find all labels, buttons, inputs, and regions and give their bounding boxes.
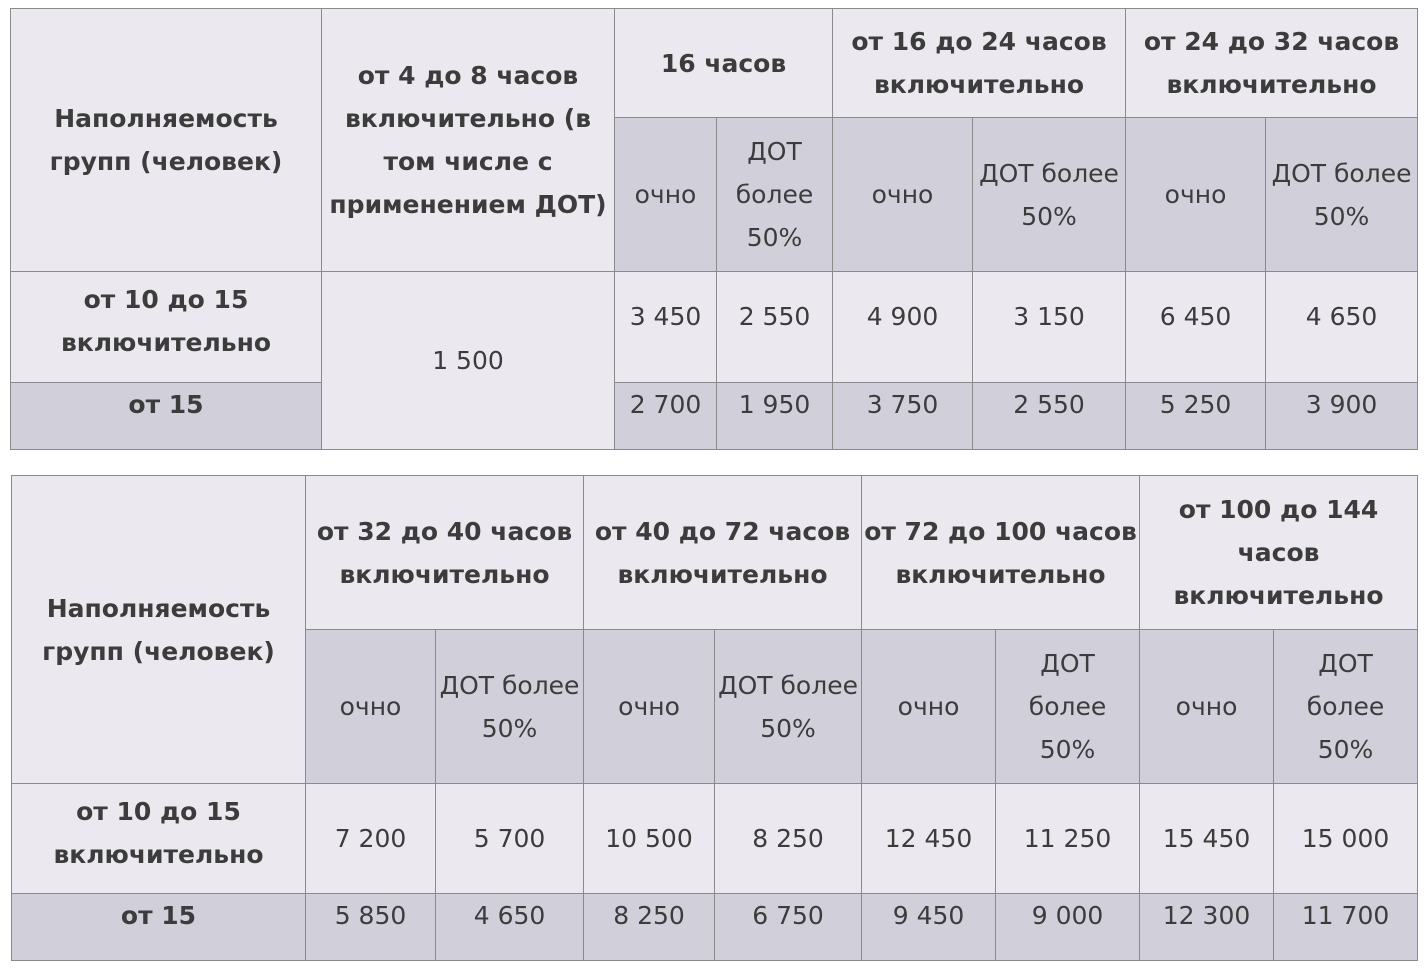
price-cell: 8 250 bbox=[584, 894, 715, 961]
price-cell: 2 550 bbox=[973, 383, 1126, 450]
subheader-ochno: очно bbox=[833, 118, 973, 272]
price-cell: 15 450 bbox=[1140, 784, 1274, 894]
pricing-table-2 bbox=[11, 475, 1418, 961]
price-cell: 10 500 bbox=[584, 784, 715, 894]
row-label: от 15 bbox=[11, 383, 322, 450]
price-cell: 3 900 bbox=[1266, 383, 1418, 450]
header-group-size: Наполняемость групп (человек) bbox=[11, 9, 322, 272]
header-16-24-hours: от 16 до 24 часов включительно bbox=[833, 9, 1126, 118]
price-cell: 7 200 bbox=[306, 784, 436, 894]
header-4-8-hours: от 4 до 8 часов включительно (в том числе с применением ДОТ) bbox=[322, 9, 615, 272]
row-label: от 10 до 15 включительно bbox=[11, 272, 322, 383]
subheader-dot: ДОТ более 50% bbox=[973, 118, 1126, 272]
price-cell: 3 150 bbox=[973, 272, 1126, 383]
subheader-dot: ДОТ более 50% bbox=[1274, 630, 1418, 784]
subheader-ochno: очно bbox=[584, 630, 715, 784]
price-cell: 2 700 bbox=[615, 383, 717, 450]
subheader-dot: ДОТ более 50% bbox=[996, 630, 1140, 784]
price-cell: 5 700 bbox=[436, 784, 584, 894]
header-72-100-hours: от 72 до 100 часов включительно bbox=[862, 476, 1140, 630]
price-cell: 4 650 bbox=[1266, 272, 1418, 383]
header-group-size: Наполняемость групп (человек) bbox=[12, 476, 306, 784]
row-label: от 15 bbox=[12, 894, 306, 961]
subheader-ochno: очно bbox=[306, 630, 436, 784]
subheader-ochno: очно bbox=[862, 630, 996, 784]
price-cell: 3 750 bbox=[833, 383, 973, 450]
price-cell: 4 900 bbox=[833, 272, 973, 383]
merged-price-4-8: 1 500 bbox=[322, 272, 615, 450]
price-cell: 1 950 bbox=[717, 383, 833, 450]
price-cell: 2 550 bbox=[717, 272, 833, 383]
price-cell: 5 250 bbox=[1126, 383, 1266, 450]
price-cell: 6 750 bbox=[715, 894, 862, 961]
header-100-144-hours: от 100 до 144 часов включительно bbox=[1140, 476, 1418, 630]
subheader-dot: ДОТ более 50% bbox=[1266, 118, 1418, 272]
price-cell: 5 850 bbox=[306, 894, 436, 961]
price-cell: 12 450 bbox=[862, 784, 996, 894]
price-cell: 4 650 bbox=[436, 894, 584, 961]
price-cell: 12 300 bbox=[1140, 894, 1274, 961]
price-cell: 9 450 bbox=[862, 894, 996, 961]
price-cell: 15 000 bbox=[1274, 784, 1418, 894]
header-32-40-hours: от 32 до 40 часов включительно bbox=[306, 476, 584, 630]
subheader-dot: ДОТ более 50% bbox=[717, 118, 833, 272]
row-label: от 10 до 15 включительно bbox=[12, 784, 306, 894]
table-row bbox=[11, 383, 1418, 450]
price-cell: 6 450 bbox=[1126, 272, 1266, 383]
header-24-32-hours: от 24 до 32 часов включительно bbox=[1126, 9, 1418, 118]
table-row bbox=[12, 784, 1418, 894]
price-cell: 8 250 bbox=[715, 784, 862, 894]
price-cell: 3 450 bbox=[615, 272, 717, 383]
table-row bbox=[11, 272, 1418, 383]
table-row bbox=[12, 894, 1418, 961]
subheader-dot: ДОТ более 50% bbox=[436, 630, 584, 784]
pricing-table-1 bbox=[10, 8, 1418, 450]
subheader-ochno: очно bbox=[1140, 630, 1274, 784]
price-cell: 9 000 bbox=[996, 894, 1140, 961]
price-cell: 11 250 bbox=[996, 784, 1140, 894]
header-40-72-hours: от 40 до 72 часов включительно bbox=[584, 476, 862, 630]
header-16-hours: 16 часов bbox=[615, 9, 833, 118]
subheader-ochno: очно bbox=[615, 118, 717, 272]
subheader-ochno: очно bbox=[1126, 118, 1266, 272]
subheader-dot: ДОТ более 50% bbox=[715, 630, 862, 784]
price-cell: 11 700 bbox=[1274, 894, 1418, 961]
